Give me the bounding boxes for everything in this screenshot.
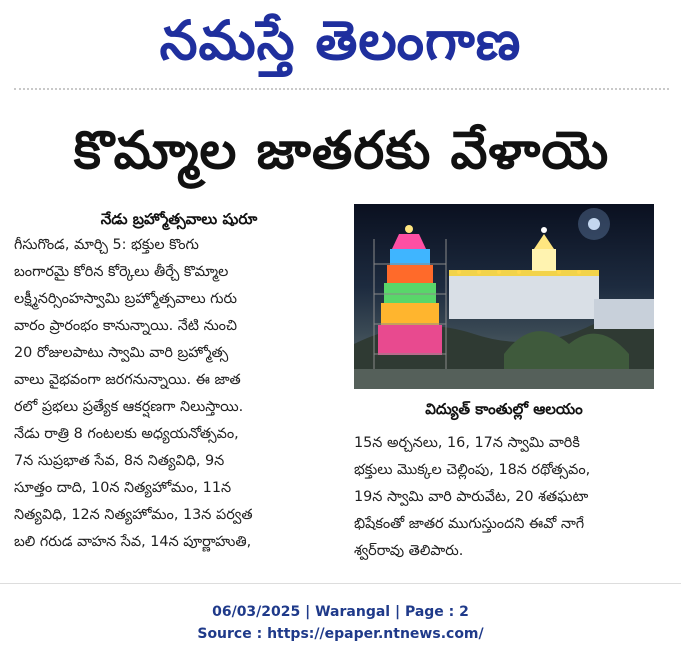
body-line: నేడు రాత్రి 8 గంటలకు అధ్యయనోత్సవం, xyxy=(14,426,239,442)
body-line: సూత్తం దాది, 10న నిత్యహోమం, 11న xyxy=(14,480,232,496)
masthead-logo: నమస్తే తెలంగాణ xyxy=(159,9,522,72)
body-line: శ్వర్‌రావు తెలిపారు. xyxy=(354,543,464,559)
body-line: బలి గరుడ వాహన సేవ, 14న పూర్ణాహుతి, xyxy=(14,534,252,550)
body-line: 15న అర్చనలు, 16, 17న స్వామి వారికి xyxy=(354,435,580,451)
footer-divider xyxy=(0,583,681,584)
body-line: 7న సుప్రభాత సేవ, 8న నిత్యవిధి, 9న xyxy=(14,453,225,469)
body-line: 19న స్వామి వారి పారువేట, 20 శతఘటా xyxy=(354,489,589,505)
temple-illustration xyxy=(354,204,654,389)
body-line: 20 రోజులపాటు స్వామి వారి బ్రహ్మోత్స xyxy=(14,345,229,361)
article-body-left-column xyxy=(14,232,344,572)
body-line: బంగారమై కోరిన కోర్కెలు తీర్చే కొమ్మాల xyxy=(14,264,229,280)
body-line: రలో ప్రభలు ప్రత్యేక ఆకర్షణగా నిలుస్తాయి. xyxy=(14,399,244,415)
body-line: నిత్యవిధి, 12న నిత్యహోమం, 13న పర్వత xyxy=(14,507,253,523)
body-line: గీసుగొండ, మార్చి 5: భక్తుల కొంగు xyxy=(14,237,199,253)
publication-date-line: 06/03/2025 | Warangal | Page : 2 xyxy=(212,604,469,620)
article-subhead: నేడు బ్రహ్మోత్సవాలు షురూ xyxy=(100,210,258,228)
photo-caption: విద్యుత్ కాంతుల్లో ఆలయం xyxy=(425,400,583,418)
body-line: వారం ప్రారంభం కానున్నాయి. నేటి నుంచి xyxy=(14,318,237,334)
body-line: భిషేకంతో జాతర ముగుస్తుందని ఈవో నాగే xyxy=(354,516,585,532)
body-line: లక్ష్మీనర్సింహస్వామి బ్రహ్మోత్సవాలు గురు xyxy=(14,291,238,307)
masthead-divider xyxy=(14,88,669,90)
body-line: వాలు వైభవంగా జరగనున్నాయి. ఈ జాత xyxy=(14,372,241,388)
article-headline: కొమ్మాల జాతరకు వేళాయె xyxy=(73,121,610,181)
temple-photo xyxy=(354,204,654,389)
body-line: భక్తులు మొక్కల చెల్లింపు, 18న రథోత్సవం, xyxy=(354,462,591,478)
article-body-right-column xyxy=(354,430,666,570)
source-link[interactable]: Source : https://epaper.ntnews.com/ xyxy=(197,626,484,642)
